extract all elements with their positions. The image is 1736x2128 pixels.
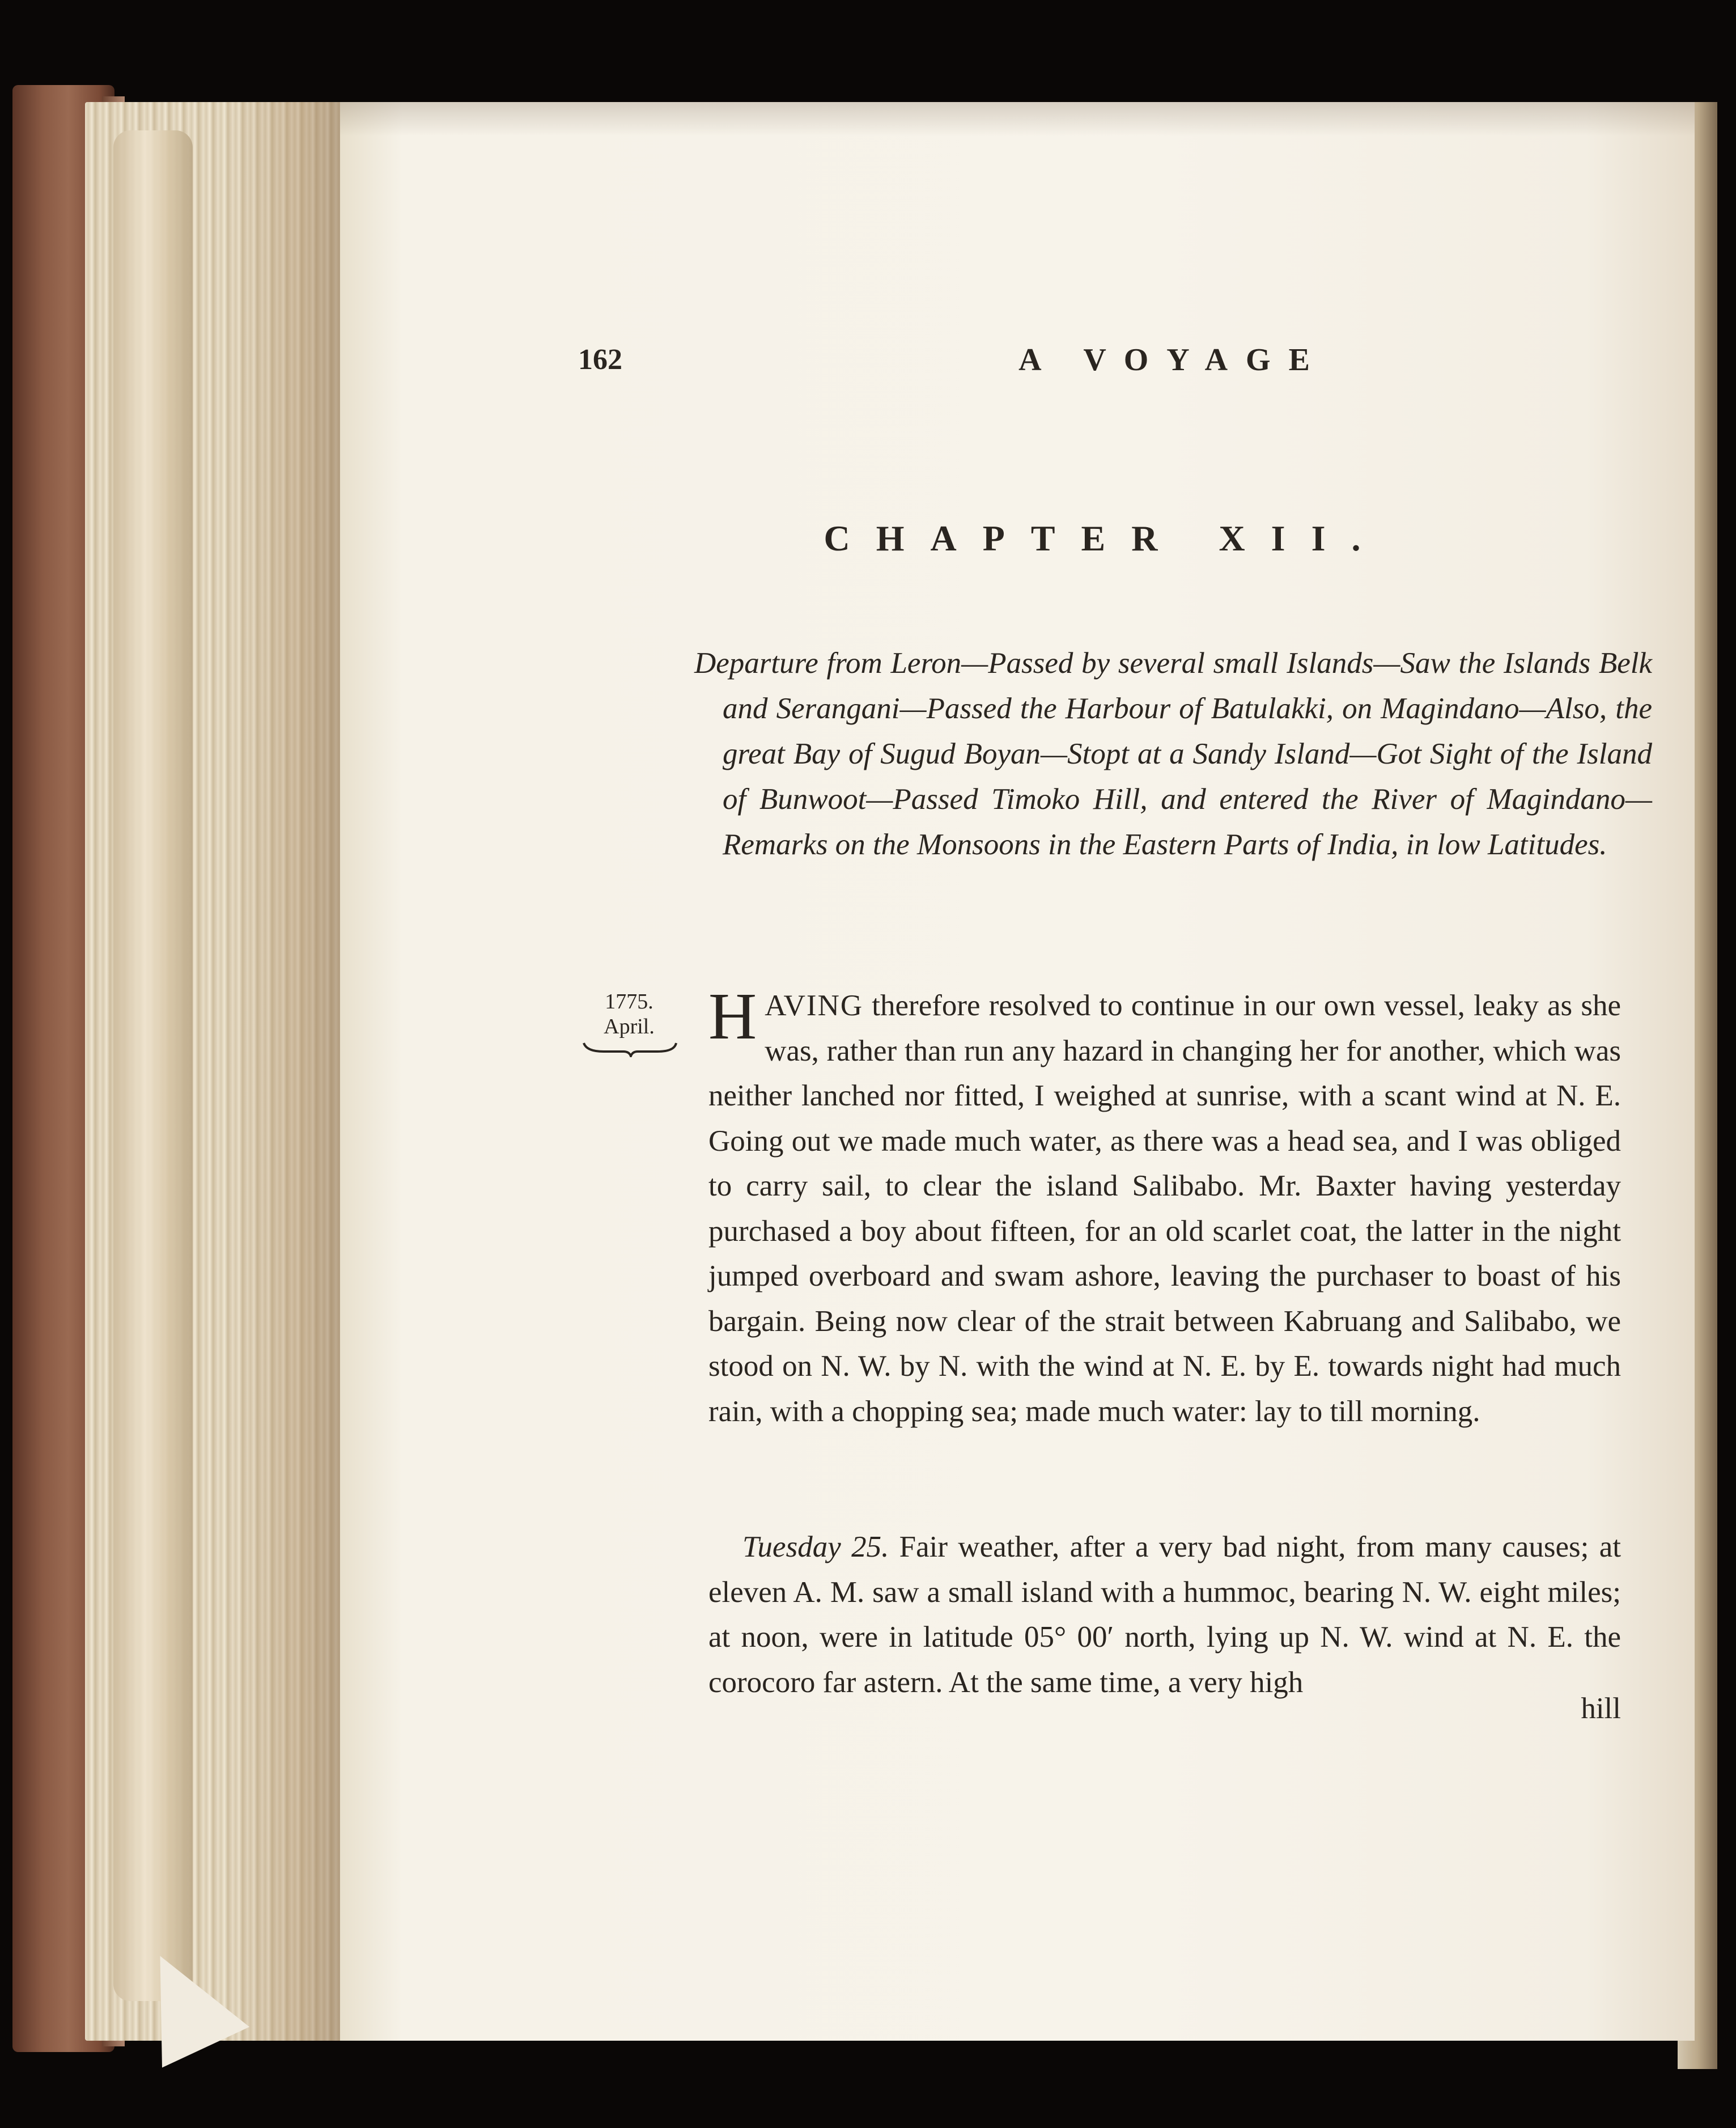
date-label: Tuesday 25. <box>742 1531 889 1563</box>
catchword: hill <box>1581 1692 1621 1725</box>
running-title: A VOYAGE <box>1018 342 1328 378</box>
margin-brace-icon <box>581 1040 677 1057</box>
page-number: 162 <box>578 344 622 376</box>
running-head <box>578 340 1621 385</box>
drop-cap: H <box>708 979 757 1053</box>
margin-date-note <box>581 989 677 1039</box>
margin-month: April. <box>604 1015 655 1038</box>
paragraph-2 <box>708 1525 1621 1705</box>
torn-guard-strip <box>113 130 193 2001</box>
gutter-shadow <box>227 102 351 2041</box>
margin-year: 1775. <box>605 990 653 1014</box>
paragraph-2-text: Fair weather, after a very bad night, from many causes; at eleven A. M. saw a small island with a hummoc, bearing N. W. eight miles; at noon, were in latitude 05° 00′ north, lying up N. W. wind at N. E. the corocoro far astern. At the same time, a very high <box>708 1531 1621 1699</box>
paragraph-1-text: therefore resolved to continue in our own vessel, leaky as she was, rather than run any hazard in changing her for another, which was neither lanched nor fitted, I weighed at sunrise, with a scant wind at N. E. Going out we made much water, as there was a head sea, and I was obliged to carry sail, to clear the island Salibabo. Mr. Baxter having yesterday purchased a boy about fifteen, for an old scarlet coat, the latter in the night jumped overboard and swam ashore, leaving the purchaser to boast of his bargain. Being now clear of the strait between Kabruang and Salibabo, we stood on N. W. by N. with the wind at N. E. by E. towards night had much rain, with a chopping sea; made much water: lay to till morning. <box>708 989 1621 1428</box>
page-shadow <box>340 102 1695 136</box>
first-word-rest: AVING <box>765 989 864 1022</box>
chapter-argument: Departure from Leron—Passed by several small Islands—Saw the Islands Belk and Serangani—Passed the Harbour of Batulakki, on Magindano—Also, the great Bay of Sugud Boyan—Stopt at a Sandy Island—Got Sight of the Island of Bunwoot—Passed Timoko Hill, and entered the River of Magindano—Remarks on the Monsoons in the Eastern Parts of India, in low Latitudes. <box>694 647 1652 861</box>
paragraph-1 <box>708 979 1621 1434</box>
chapter-title: CHAPTER XII. <box>824 518 1387 558</box>
